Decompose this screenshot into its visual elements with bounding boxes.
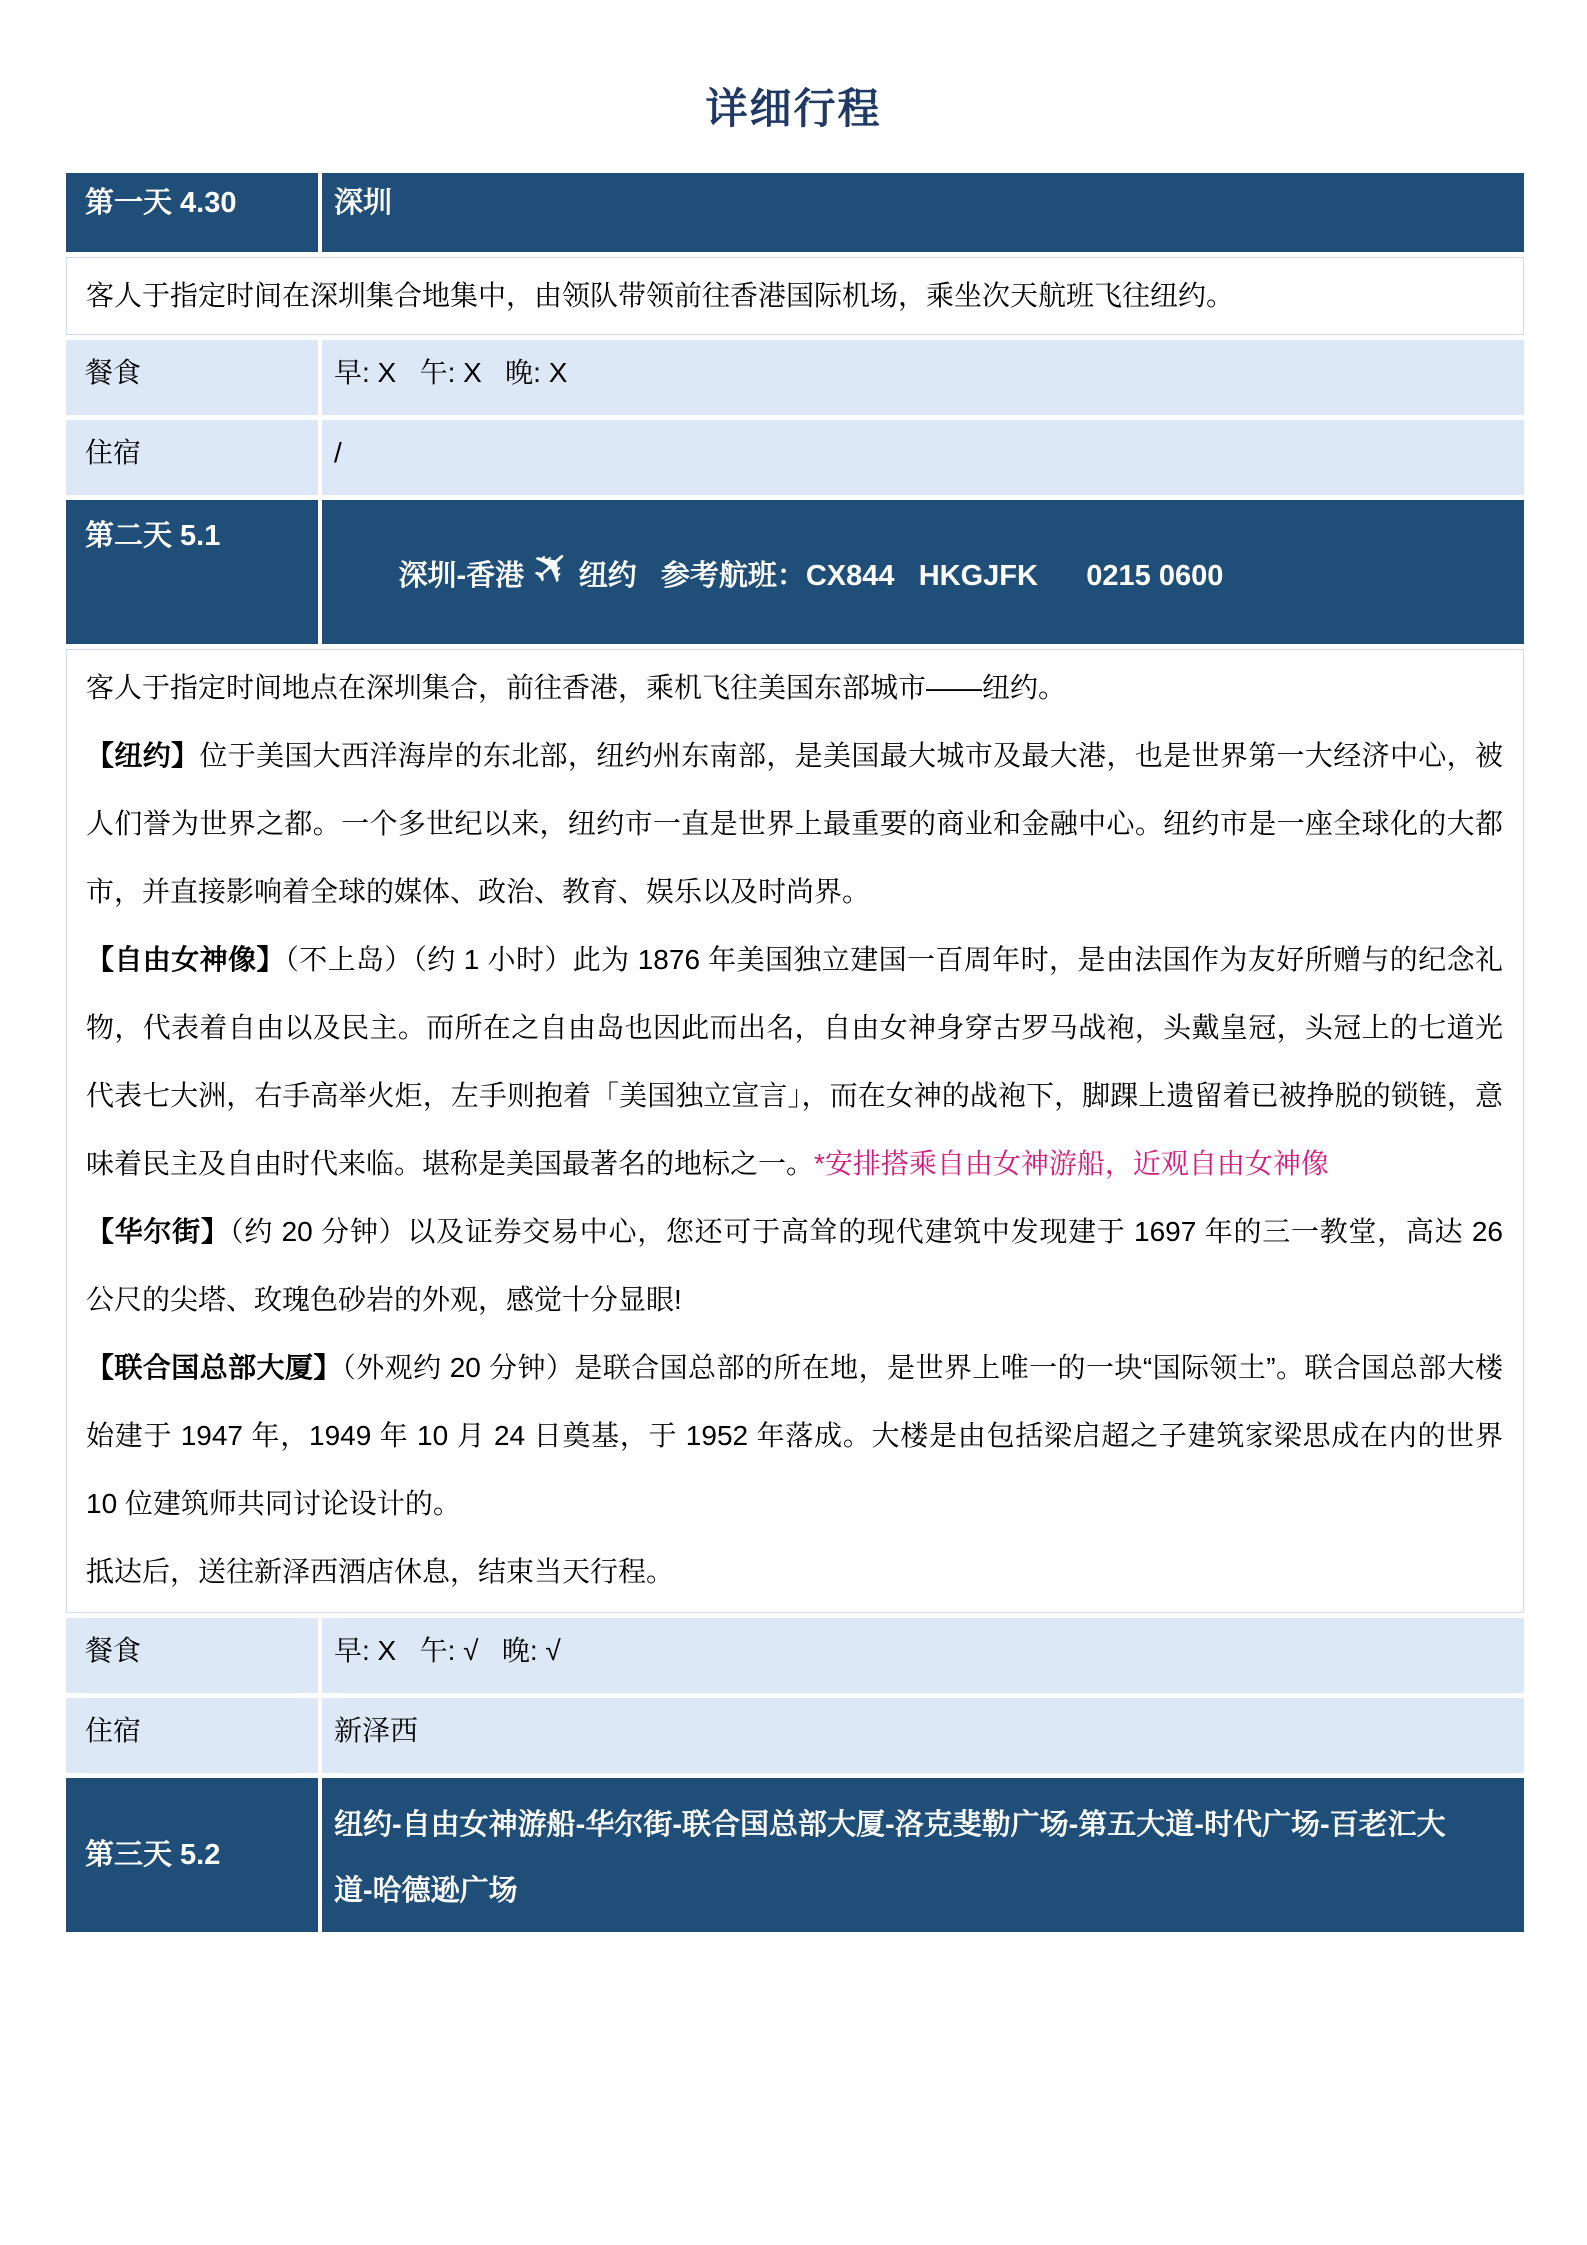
day1-route: 深圳 bbox=[322, 173, 1524, 252]
day1-meals-value: 早: X 午: X 晚: X bbox=[322, 340, 1524, 415]
text-segment: 客人于指定时间在深圳集合地集中，由领队带领前往香港国际机场，乘坐次天航班飞往纽约。 bbox=[86, 280, 1235, 311]
poi-title: 【华尔街】 bbox=[86, 1216, 230, 1247]
paragraph bbox=[86, 1538, 1503, 1606]
stay-label: 住宿 bbox=[66, 420, 318, 495]
text-segment: （约 20 分钟）以及证券交易中心，您还可于高耸的现代建筑中发现建于 1697 年的三一教堂，高达 26 公尺的尖塔、玫瑰色砂岩的外观，感觉十分显眼! bbox=[86, 1216, 1503, 1315]
paragraph bbox=[86, 264, 1503, 328]
day3-header-row bbox=[66, 1778, 1524, 1932]
paragraph bbox=[86, 722, 1503, 926]
day2-label: 第二天 5.1 bbox=[66, 500, 318, 644]
itinerary-table bbox=[66, 173, 1524, 1937]
day3-route: 纽约-自由女神游船-华尔街-联合国总部大厦-洛克斐勒广场-第五大道-时代广场-百老汇大道-哈德逊广场 bbox=[322, 1778, 1524, 1932]
paragraph bbox=[86, 1198, 1503, 1334]
day2-description-row bbox=[66, 649, 1524, 1613]
poi-title: 【纽约】 bbox=[86, 740, 200, 771]
day1-stay-row bbox=[66, 420, 1524, 495]
day2-meals-value: 早: X 午: √ 晚: √ bbox=[322, 1618, 1524, 1693]
text-segment: （外观约 20 分钟）是联合国总部的所在地，是世界上唯一的一块“国际领土”。联合国总部大楼始建于 1947 年，1949 年 10 月 24 日奠基，于 1952 年落成。大楼是由包括梁启超之子建筑家梁思成在内的世界 10 位建筑师共同讨论设计的。 bbox=[86, 1352, 1503, 1519]
paragraph bbox=[86, 1334, 1503, 1538]
day1-description bbox=[66, 257, 1524, 335]
day2-stay-value: 新泽西 bbox=[322, 1698, 1524, 1773]
paragraph bbox=[86, 654, 1503, 722]
stay-label: 住宿 bbox=[66, 1698, 318, 1773]
day2-route bbox=[322, 500, 1524, 644]
day2-route-prefix: 深圳-香港 bbox=[398, 560, 525, 592]
text-segment: （不上岛）（约 1 小时）此为 1876 年美国独立建国一百周年时，是由法国作为友好所赠与的纪念礼物，代表着自由以及民主。而所在之自由岛也因此而出名，自由女神身穿古罗马战袍，头戴皇冠，头冠上的七道光代表七大洲，右手高举火炬，左手则抱着「美国独立宣言」，而在女神的战袍下，脚踝上遗留着已被挣脱的锁链，意味着民主及自由时代来临。堪称是美国最著名的地标之一。 bbox=[86, 944, 1503, 1179]
day2-description bbox=[66, 649, 1524, 1613]
day2-stay-row bbox=[66, 1698, 1524, 1773]
highlight-note: *安排搭乘自由女神游船，近观自由女神像 bbox=[814, 1148, 1329, 1179]
day2-route-suffix: 纽约 参考航班：CX844 HKGJFK 0215 0600 bbox=[578, 560, 1224, 592]
day2-meals-row bbox=[66, 1618, 1524, 1693]
poi-title: 【自由女神像】 bbox=[86, 944, 285, 975]
meals-label: 餐食 bbox=[66, 1618, 318, 1693]
day1-stay-value: / bbox=[322, 420, 1524, 495]
poi-title: 【联合国总部大厦】 bbox=[86, 1352, 342, 1383]
day1-label: 第一天 4.30 bbox=[66, 173, 318, 252]
day2-header-row bbox=[66, 500, 1524, 644]
page-title: 详细行程 bbox=[705, 85, 882, 132]
day3-label: 第三天 5.2 bbox=[66, 1778, 318, 1932]
text-segment: 抵达后，送往新泽西酒店休息，结束当天行程。 bbox=[86, 1556, 675, 1587]
day1-header-row bbox=[66, 173, 1524, 252]
paragraph bbox=[86, 926, 1503, 1198]
text-segment: 客人于指定时间地点在深圳集合，前往香港，乘机飞往美国东部城市——纽约。 bbox=[86, 672, 1067, 703]
meals-label: 餐食 bbox=[66, 340, 318, 415]
text-segment: 位于美国大西洋海岸的东北部，纽约州东南部，是美国最大城市及最大港，也是世界第一大经济中心，被人们誉为世界之都。一个多世纪以来，纽约市一直是世界上最重要的商业和金融中心。纽约市是一座全球化的大都市，并直接影响着全球的媒体、政治、教育、娱乐以及时尚界。 bbox=[86, 740, 1503, 907]
day1-description-row bbox=[66, 257, 1524, 335]
day1-meals-row bbox=[66, 340, 1524, 415]
airplane-icon: ✈ bbox=[519, 534, 584, 600]
